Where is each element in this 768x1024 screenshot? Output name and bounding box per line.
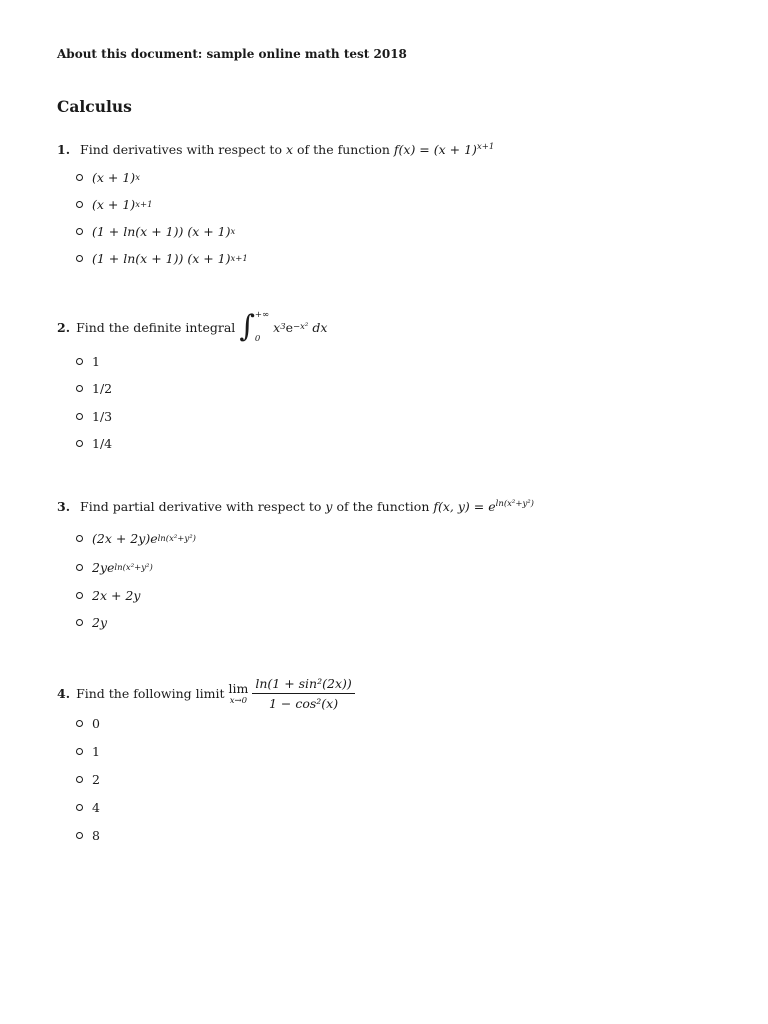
q4-option-4[interactable] xyxy=(76,800,100,815)
question-number: 2. xyxy=(57,319,71,335)
differential: dx xyxy=(312,319,328,335)
question-3 xyxy=(57,499,534,514)
option-bullet xyxy=(76,832,83,839)
q2-option-2[interactable] xyxy=(76,381,112,396)
q1-option-1[interactable]: (x + 1) x xyxy=(76,170,140,185)
option-text: 1/2 xyxy=(92,381,113,396)
option-bullet xyxy=(76,440,83,447)
q2-option-1[interactable] xyxy=(76,354,100,369)
option-bullet xyxy=(76,201,83,208)
question-text: Find the definite integral xyxy=(76,319,236,335)
option-text: 2y xyxy=(92,615,108,630)
integral-sign: ∫ xyxy=(239,309,255,344)
option-text: (x + 1) xyxy=(92,170,136,185)
function-exponent: ln(x²+y²) xyxy=(495,498,534,509)
option-bullet xyxy=(76,228,83,235)
q2-option-3[interactable] xyxy=(76,409,112,424)
question-text: Find the following limit xyxy=(76,686,225,701)
limit-label: lim xyxy=(228,681,249,696)
option-text: (1 + ln(x + 1)) (x + 1) xyxy=(92,224,231,239)
question-text: Find partial derivative with respect to xyxy=(80,499,322,514)
limit-operator xyxy=(228,681,248,706)
option-text: 2ye xyxy=(92,560,115,575)
function-expression: f(x, y) = e xyxy=(433,499,496,514)
q1-option-3[interactable]: (1 + ln(x + 1)) (x + 1) x xyxy=(76,224,235,239)
integral-lower-limit: 0 xyxy=(254,334,261,344)
option-bullet xyxy=(76,720,83,727)
option-text: (2x + 2y)e xyxy=(92,531,158,546)
option-bullet xyxy=(76,174,83,181)
option-bullet xyxy=(76,255,83,262)
option-bullet xyxy=(76,804,83,811)
q1-option-4[interactable]: (1 + ln(x + 1)) (x + 1) x+1 xyxy=(76,251,248,266)
option-bullet xyxy=(76,776,83,783)
integrand-x: x xyxy=(273,319,281,335)
fraction-numerator: ln(1 + sin²(2x)) xyxy=(252,676,354,694)
question-number: 3. xyxy=(57,499,71,514)
option-text: 2 xyxy=(92,772,100,787)
q4-option-3[interactable] xyxy=(76,772,100,787)
q3-option-2[interactable]: 2ye ln(x²+y²) xyxy=(76,560,153,575)
option-text: 2x + 2y xyxy=(92,588,141,603)
option-bullet xyxy=(76,619,83,626)
q4-option-5[interactable] xyxy=(76,828,100,843)
function-expression: f(x) = (x + 1) xyxy=(393,142,477,157)
option-bullet xyxy=(76,385,83,392)
option-bullet xyxy=(76,358,83,365)
question-text-2: of the function xyxy=(336,499,430,514)
question-1 xyxy=(57,142,494,157)
variable: x xyxy=(285,142,294,157)
q2-option-4[interactable] xyxy=(76,436,112,451)
limit-subscript: x→0 xyxy=(229,696,248,706)
question-number: 1. xyxy=(57,142,71,157)
section-title: Calculus xyxy=(57,97,132,116)
question-text-2: of the function xyxy=(297,142,390,157)
option-text: (1 + ln(x + 1)) (x + 1) xyxy=(92,251,231,266)
question-4 xyxy=(57,676,355,711)
q1-option-2[interactable]: (x + 1) x+1 xyxy=(76,197,153,212)
option-bullet xyxy=(76,592,83,599)
question-2: 2. Find the definite integral ∫ +∞ 0 x 3 e −x² dx xyxy=(57,309,328,344)
q4-option-1[interactable] xyxy=(76,716,100,731)
integrand-e: e xyxy=(285,319,294,335)
variable: y xyxy=(325,499,333,514)
q3-option-1[interactable]: (2x + 2y)e ln(x²+y²) xyxy=(76,531,196,546)
option-bullet xyxy=(76,564,83,571)
q4-option-2[interactable] xyxy=(76,744,100,759)
option-text: (x + 1) xyxy=(92,197,136,212)
question-number: 4. xyxy=(57,686,71,701)
option-text: 1 xyxy=(92,744,100,759)
option-text: 8 xyxy=(92,828,100,843)
q3-option-3[interactable] xyxy=(76,588,140,603)
option-bullet xyxy=(76,413,83,420)
integral-limits xyxy=(255,310,269,344)
document-header: About this document: sample online math test 2018 xyxy=(57,47,407,61)
option-text: 0 xyxy=(92,716,100,731)
question-text: Find derivatives with respect to xyxy=(80,142,282,157)
option-text: 4 xyxy=(92,800,100,815)
integral-upper-limit: +∞ xyxy=(254,310,270,320)
option-text: 1/4 xyxy=(92,436,113,451)
option-text: 1 xyxy=(92,354,100,369)
function-exponent: x+1 xyxy=(476,141,495,152)
limit-fraction xyxy=(252,676,354,711)
option-bullet xyxy=(76,748,83,755)
option-text: 1/3 xyxy=(92,409,113,424)
fraction-denominator: 1 − cos²(x) xyxy=(268,696,339,711)
option-bullet xyxy=(76,535,83,542)
q3-option-4[interactable] xyxy=(76,615,107,630)
